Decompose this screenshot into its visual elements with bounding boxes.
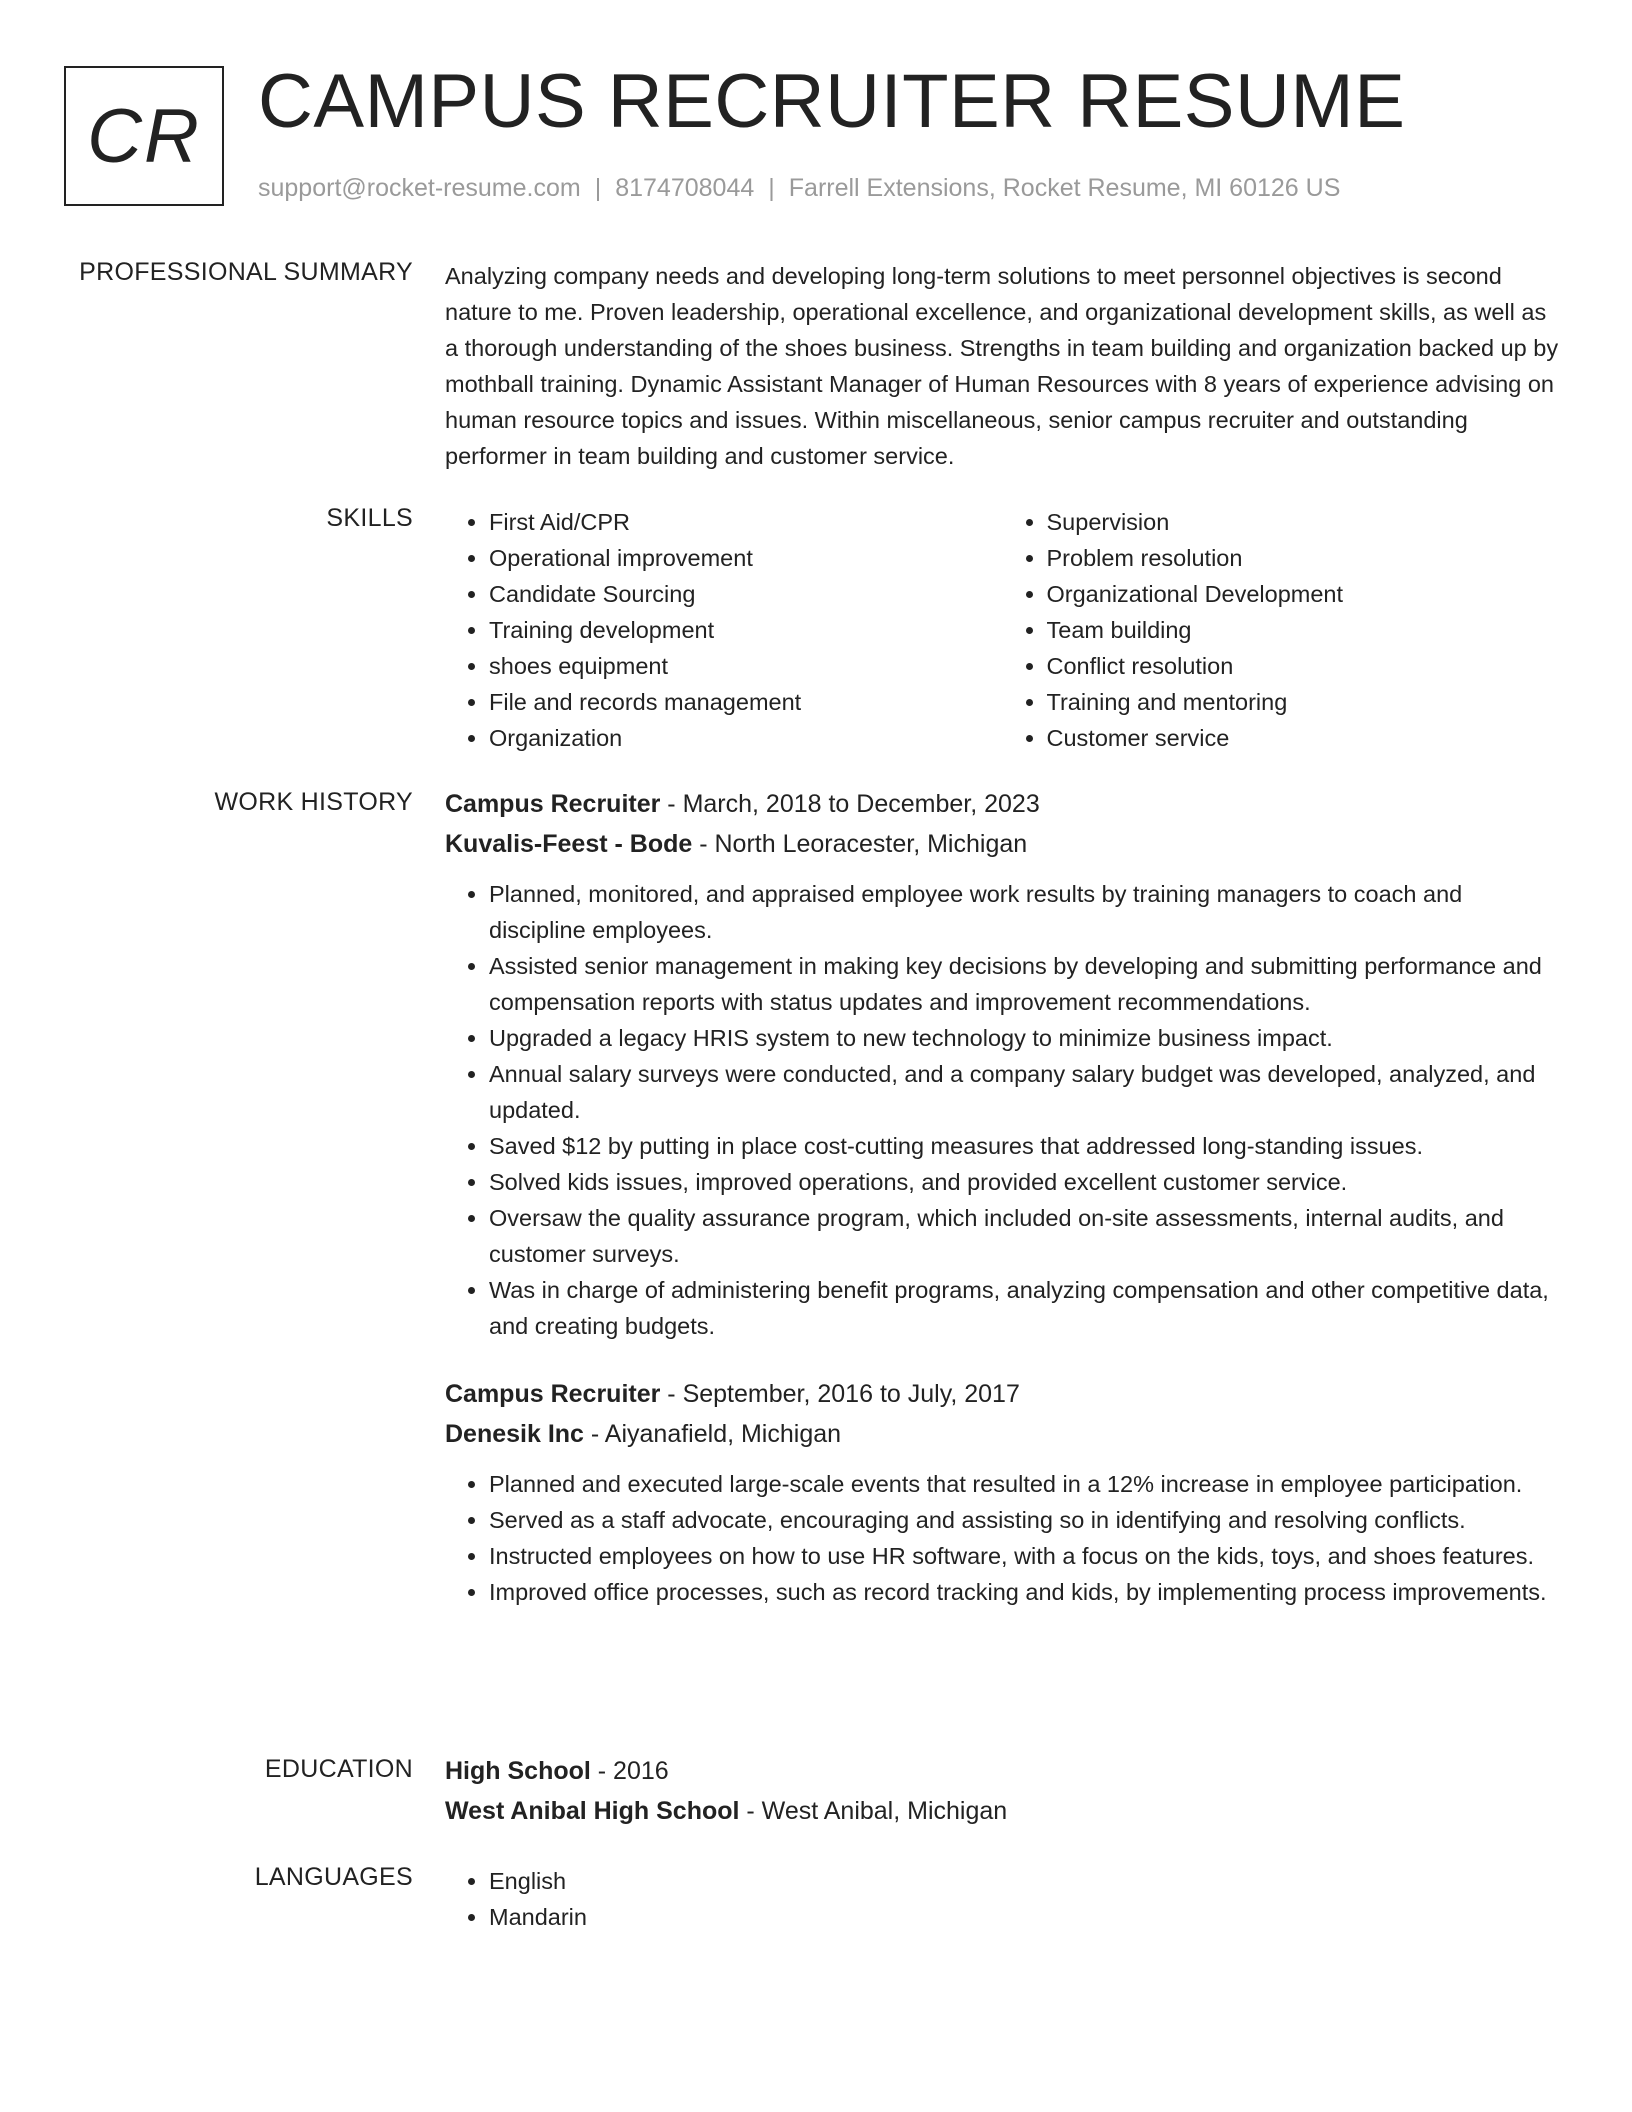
education-degree-line	[445, 1751, 1560, 1791]
work-history-body	[445, 784, 1560, 1610]
contact-address: Farrell Extensions, Rocket Resume, MI 60126 US	[788, 174, 1341, 202]
job-company-line	[445, 1414, 1560, 1454]
skill-item: • File and records management	[489, 684, 1003, 720]
job-title-line	[445, 784, 1560, 824]
job-company: Denesik Inc	[445, 1420, 584, 1448]
job-bullet: • Served as a staff advocate, encouraging and assisting so in identifying and resolving conflicts.	[489, 1502, 1560, 1538]
job-title: Campus Recruiter	[445, 1380, 661, 1408]
resume-title: CAMPUS RECRUITER RESUME	[258, 59, 1406, 144]
skill-item: • First Aid/CPR	[489, 504, 1003, 540]
contact-phone[interactable]: 8174708044	[615, 174, 755, 202]
skill-item: • Operational improvement	[489, 540, 1003, 576]
job-bullet: • Instructed employees on how to use HR software, with a focus on the kids, toys, and shoes features.	[489, 1538, 1560, 1574]
skills-list-right	[1003, 504, 1561, 756]
job-title-line	[445, 1374, 1560, 1414]
job-entry	[445, 1374, 1560, 1610]
job-bullet: • Was in charge of administering benefit programs, analyzing compensation and other competitive data, and creating budgets.	[489, 1272, 1560, 1344]
skill-item: • Candidate Sourcing	[489, 576, 1003, 612]
skill-item: • Problem resolution	[1047, 540, 1561, 576]
section-heading: EDUCATION	[264, 1755, 413, 1783]
job-bullet: • Saved $12 by putting in place cost-cutting measures that addressed long-standing issues.	[489, 1128, 1560, 1164]
skill-item: • Organizational Development	[1047, 576, 1561, 612]
section-heading: PROFESSIONAL SUMMARY	[79, 258, 413, 286]
job-bullet: • Planned, monitored, and appraised employee work results by training managers to coach and discipline employees.	[489, 876, 1560, 948]
job-bullet: • Oversaw the quality assurance program, which included on-site assessments, internal audits, and customer surveys.	[489, 1200, 1560, 1272]
language-item: • Mandarin	[489, 1899, 1560, 1935]
education-location: - West Anibal, Michigan	[739, 1797, 1008, 1825]
skill-item: • shoes equipment	[489, 648, 1003, 684]
job-company: Kuvalis-Feest - Bode	[445, 830, 693, 858]
job-bullet-list	[445, 1466, 1560, 1610]
job-location: - North Leoracester, Michigan	[692, 830, 1028, 858]
job-bullet: • Solved kids issues, improved operations, and provided excellent customer service.	[489, 1164, 1560, 1200]
languages-list	[445, 1863, 1560, 1935]
contact-line	[258, 174, 1340, 203]
skill-item: • Customer service	[1047, 720, 1561, 756]
contact-email[interactable]: support@rocket-resume.com	[258, 174, 581, 202]
skill-item: • Training development	[489, 612, 1003, 648]
job-bullet: • Annual salary surveys were conducted, and a company salary budget was developed, analyzed, and updated.	[489, 1056, 1560, 1128]
section-heading: SKILLS	[326, 504, 413, 532]
skills-body	[445, 504, 1560, 756]
section-heading: LANGUAGES	[254, 1863, 413, 1891]
skill-item: • Team building	[1047, 612, 1561, 648]
job-title: Campus Recruiter	[445, 790, 661, 818]
job-company-line	[445, 824, 1560, 864]
skills-list-left	[445, 504, 1003, 756]
education-body	[445, 1751, 1560, 1831]
skill-item: • Organization	[489, 720, 1003, 756]
education-school-line	[445, 1791, 1560, 1831]
job-location: - Aiyanafield, Michigan	[583, 1420, 842, 1448]
job-bullet: • Planned and executed large-scale events that resulted in a 12% increase in employee participation.	[489, 1466, 1560, 1502]
skill-item: • Conflict resolution	[1047, 648, 1561, 684]
job-dates: - September, 2016 to July, 2017	[660, 1380, 1020, 1408]
job-dates: - March, 2018 to December, 2023	[660, 790, 1040, 818]
monogram-initials: CR	[87, 93, 201, 179]
skill-item: • Supervision	[1047, 504, 1561, 540]
section-heading: WORK HISTORY	[214, 788, 413, 816]
education-school: West Anibal High School	[445, 1797, 740, 1825]
education-year: - 2016	[590, 1757, 669, 1785]
job-bullet: • Improved office processes, such as record tracking and kids, by implementing process improvements.	[489, 1574, 1560, 1610]
job-bullet-list	[445, 876, 1560, 1344]
education-degree: High School	[445, 1757, 591, 1785]
contact-separator: |	[768, 174, 775, 202]
languages-body	[445, 1863, 1560, 1935]
job-entry	[445, 784, 1560, 1344]
language-item: • English	[489, 1863, 1560, 1899]
summary-text: Analyzing company needs and developing long-term solutions to meet personnel objectives is second nature to me. Proven leadership, operational excellence, and organizational development skills, as well as a thorough understanding of the shoes business. Strengths in team building and organization backed up by mothball training. Dynamic Assistant Manager of Human Resources with 8 years of experience advising on human resource topics and issues. Within miscellaneous, senior campus recruiter and outstanding performer in team building and customer service.	[445, 263, 1559, 469]
job-bullet: • Upgraded a legacy HRIS system to new technology to minimize business impact.	[489, 1020, 1560, 1056]
skill-item: • Training and mentoring	[1047, 684, 1561, 720]
job-bullet: • Assisted senior management in making key decisions by developing and submitting performance and compensation reports with status updates and improvement recommendations.	[489, 948, 1560, 1020]
contact-separator: |	[594, 174, 602, 202]
monogram-box	[64, 66, 224, 206]
